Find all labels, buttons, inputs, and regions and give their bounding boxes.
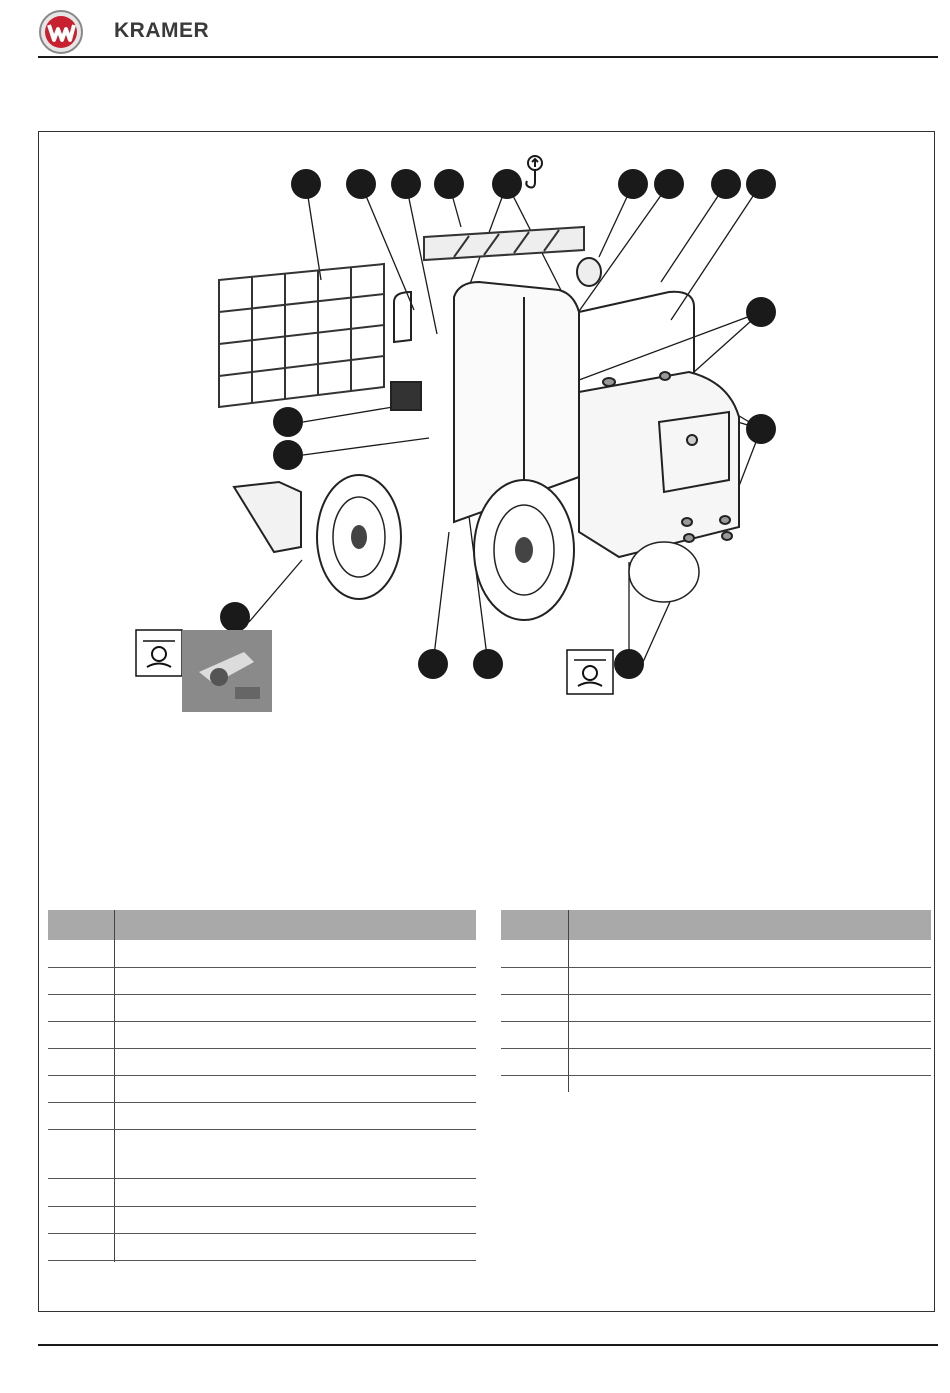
table-row	[48, 1129, 476, 1130]
table-row	[48, 967, 476, 968]
table-row	[48, 1075, 476, 1076]
table-row	[48, 1021, 476, 1022]
lifting-hook-icon	[526, 156, 542, 187]
loader-rear-body	[579, 372, 739, 557]
header-divider	[38, 56, 938, 58]
column-divider	[114, 910, 115, 1262]
protective-grille	[219, 264, 384, 407]
page-header	[0, 0, 950, 58]
legend-table-right	[501, 910, 931, 1092]
table-row	[48, 1102, 476, 1103]
table-row	[48, 1178, 476, 1179]
column-divider	[568, 910, 569, 1092]
table-row	[48, 1233, 476, 1234]
table-row	[501, 1048, 931, 1049]
tie-down-point-icon	[136, 630, 182, 676]
table-row	[501, 1021, 931, 1022]
figure-frame	[38, 131, 935, 1312]
table-row	[501, 967, 931, 968]
tie-down-photo	[182, 630, 272, 712]
table-row	[501, 994, 931, 995]
table-row	[48, 1048, 476, 1049]
table-header	[501, 910, 931, 940]
table-header	[48, 910, 476, 940]
roof-guard	[424, 227, 584, 260]
loader-bucket	[234, 482, 301, 552]
table-row	[48, 1260, 476, 1261]
kramer-logo-icon	[38, 9, 84, 55]
legend-table-left	[48, 910, 476, 1262]
loader-diagram	[39, 132, 934, 732]
table-row	[501, 1075, 931, 1076]
table-row	[48, 994, 476, 995]
tie-down-point-icon	[567, 650, 613, 694]
table-row	[48, 1206, 476, 1207]
footer-divider	[38, 1344, 938, 1346]
brand-name: KRAMER	[114, 19, 210, 42]
